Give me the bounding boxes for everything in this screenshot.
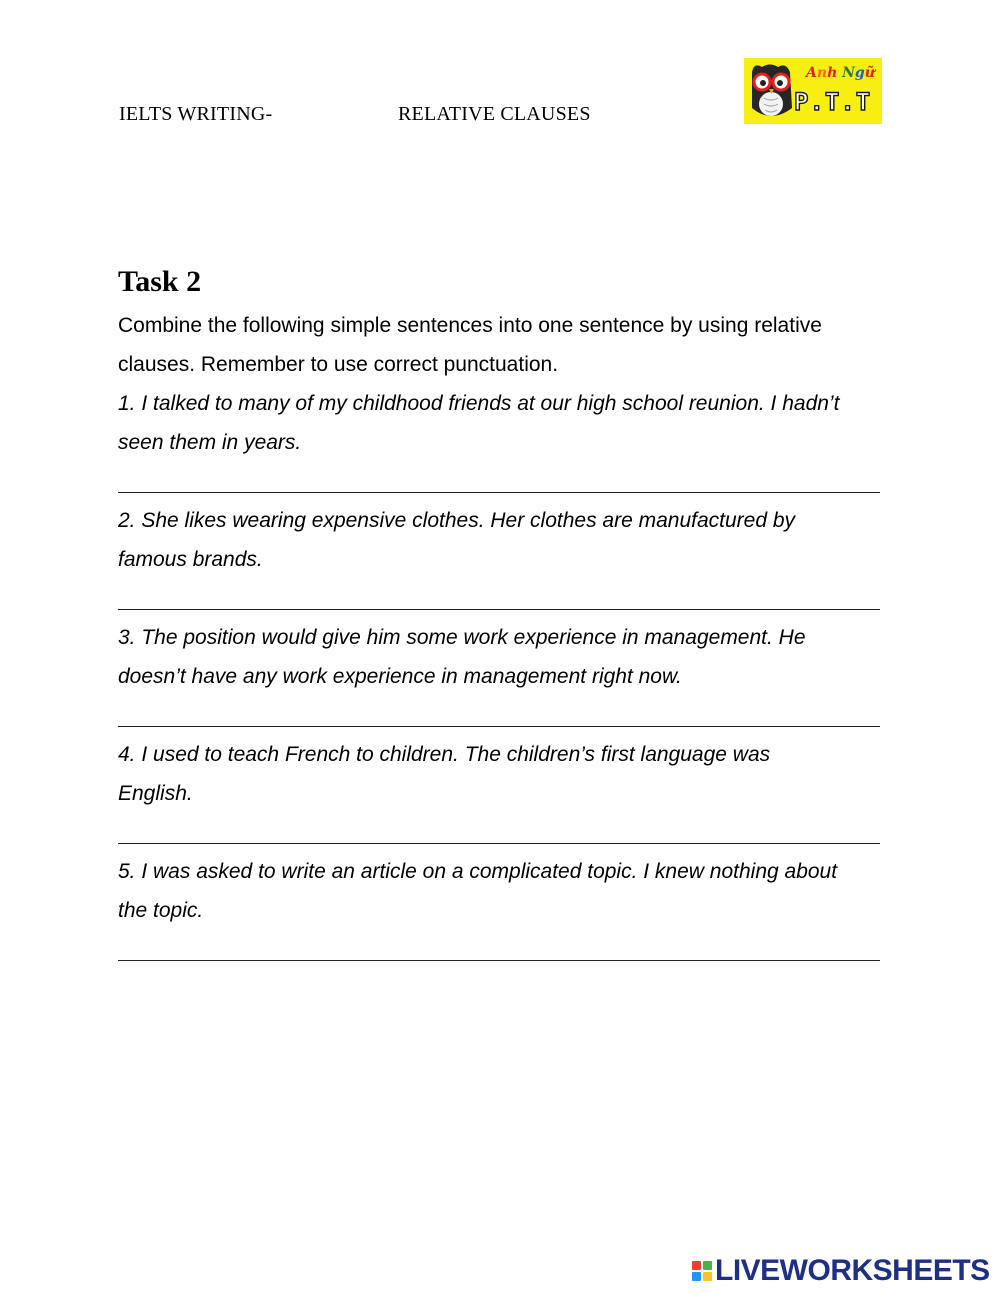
question-text: 3. The position would give him some work experience in management. He	[118, 626, 806, 649]
question-3	[118, 618, 888, 735]
answer-blank-3[interactable]	[118, 696, 888, 735]
header-subject: IELTS WRITING-	[119, 103, 273, 125]
question-text: doesn’t have any work experience in management right now.	[118, 665, 682, 688]
school-logo	[744, 58, 882, 124]
answer-blank-4[interactable]	[118, 813, 888, 852]
logo-text-top: Anh Ngữ	[806, 65, 875, 81]
logo-text-bottom: P.T.T	[794, 88, 872, 116]
header-topic: RELATIVE CLAUSES	[398, 103, 591, 125]
liveworksheets-brand: LIVEWORKSHEETS	[715, 1254, 990, 1287]
instruction-line: clauses. Remember to use correct punctuation.	[118, 353, 559, 376]
logo-square	[703, 1272, 712, 1281]
task-title: Task 2	[118, 265, 202, 298]
question-text: seen them in years.	[118, 431, 302, 454]
worksheet-content	[118, 306, 888, 969]
question-text: the topic.	[118, 899, 204, 922]
question-text: 4. I used to teach French to children. The children’s first language was	[118, 743, 771, 766]
question-5	[118, 852, 888, 969]
answer-blank-5[interactable]	[118, 930, 888, 969]
question-4	[118, 735, 888, 852]
logo-square	[703, 1261, 712, 1270]
question-1	[118, 384, 888, 501]
answer-blank-2[interactable]	[118, 579, 888, 618]
logo-square	[692, 1272, 701, 1281]
question-text: 2. She likes wearing expensive clothes. Her clothes are manufactured by	[118, 509, 796, 532]
question-text: 5. I was asked to write an article on a complicated topic. I knew nothing about	[118, 860, 838, 883]
question-text: English.	[118, 782, 193, 805]
question-text: famous brands.	[118, 548, 263, 571]
answer-blank-1[interactable]	[118, 462, 888, 501]
liveworksheets-logo-icon	[692, 1261, 712, 1281]
logo-square	[692, 1261, 701, 1270]
liveworksheets-footer[interactable]	[692, 1253, 990, 1289]
instruction-line: Combine the following simple sentences into one sentence by using relative	[118, 314, 822, 337]
question-2	[118, 501, 888, 618]
question-text: 1. I talked to many of my childhood friends at our high school reunion. I hadn’t	[118, 392, 840, 415]
